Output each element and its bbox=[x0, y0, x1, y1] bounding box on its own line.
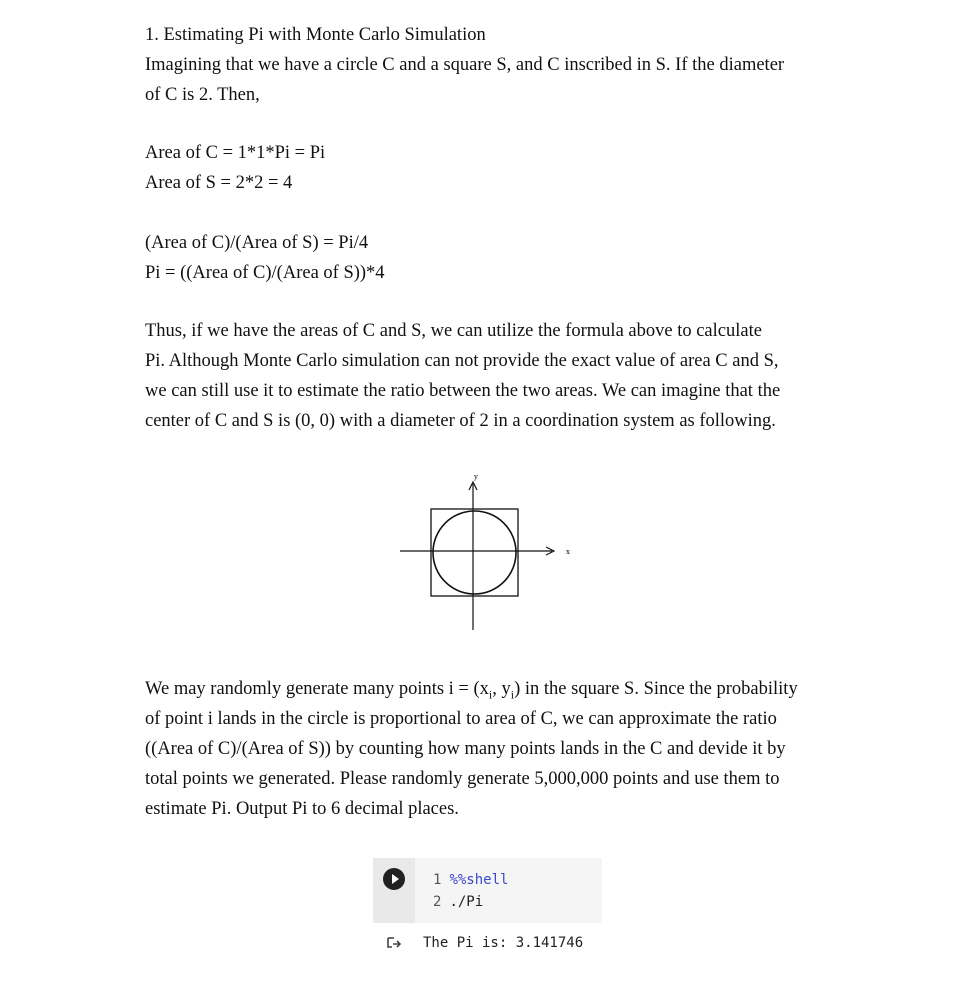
code-cell[interactable] bbox=[373, 858, 602, 923]
square-s bbox=[431, 509, 518, 596]
explanation-line-4: center of C and S is (0, 0) with a diameter of 2 in a coordination system as following. bbox=[145, 411, 776, 431]
circle-c bbox=[433, 511, 516, 594]
output-arrow-icon bbox=[386, 935, 402, 951]
task-line-1: We may randomly generate many points $i = (x_i$, $y_i$) in the square S. Since the probability bbox=[145, 679, 798, 702]
explanation-line-1: Thus, if we have the areas of C and S, we can utilize the formula above to calculate bbox=[145, 321, 762, 341]
explanation-line-2: Pi. Although Monte Carlo simulation can not provide the exact value of area C and S, bbox=[145, 351, 779, 371]
task-line-5: estimate Pi. Output Pi to 6 decimal places. bbox=[145, 799, 459, 819]
task-line-3: ((Area of C)/(Area of S)) by counting how many points lands in the C and devide it by bbox=[145, 739, 786, 759]
area-c-equation: Area of C = 1*1*Pi = Pi bbox=[145, 143, 326, 163]
section-heading: 1. Estimating Pi with Monte Carlo Simulation bbox=[145, 25, 486, 45]
intro-line-2: of C is 2. Then, bbox=[145, 85, 260, 105]
code-line-1: 1 %%shell bbox=[433, 872, 509, 888]
ratio-equation: (Area of C)/(Area of S) = Pi/4 bbox=[145, 233, 369, 253]
pi-equation: Pi = ((Area of C)/(Area of S))*4 bbox=[145, 263, 385, 283]
intro-line-1: Imagining that we have a circle C and a square S, and C inscribed in S. If the diameter bbox=[145, 55, 785, 75]
task-line-2: of point i lands in the circle is proportional to area of C, we can approximate the ratio bbox=[145, 709, 777, 729]
code-line-2: 2 ./Pi bbox=[433, 894, 484, 910]
x-axis-label: x bbox=[566, 548, 570, 556]
area-s-equation: Area of S = 2*2 = 4 bbox=[145, 173, 293, 193]
output-text: The Pi is: 3.141746 bbox=[423, 935, 584, 951]
code-editor[interactable] bbox=[433, 869, 508, 913]
task-line-4: total points we generated. Please randomly generate 5,000,000 points and use them to bbox=[145, 769, 780, 789]
cell-gutter bbox=[373, 858, 415, 923]
circle-square-diagram bbox=[400, 470, 580, 632]
play-circle-icon[interactable] bbox=[383, 868, 405, 890]
explanation-line-3: we can still use it to estimate the ratio between the two areas. We can imagine that the bbox=[145, 381, 781, 401]
y-axis-label: y bbox=[474, 473, 478, 481]
